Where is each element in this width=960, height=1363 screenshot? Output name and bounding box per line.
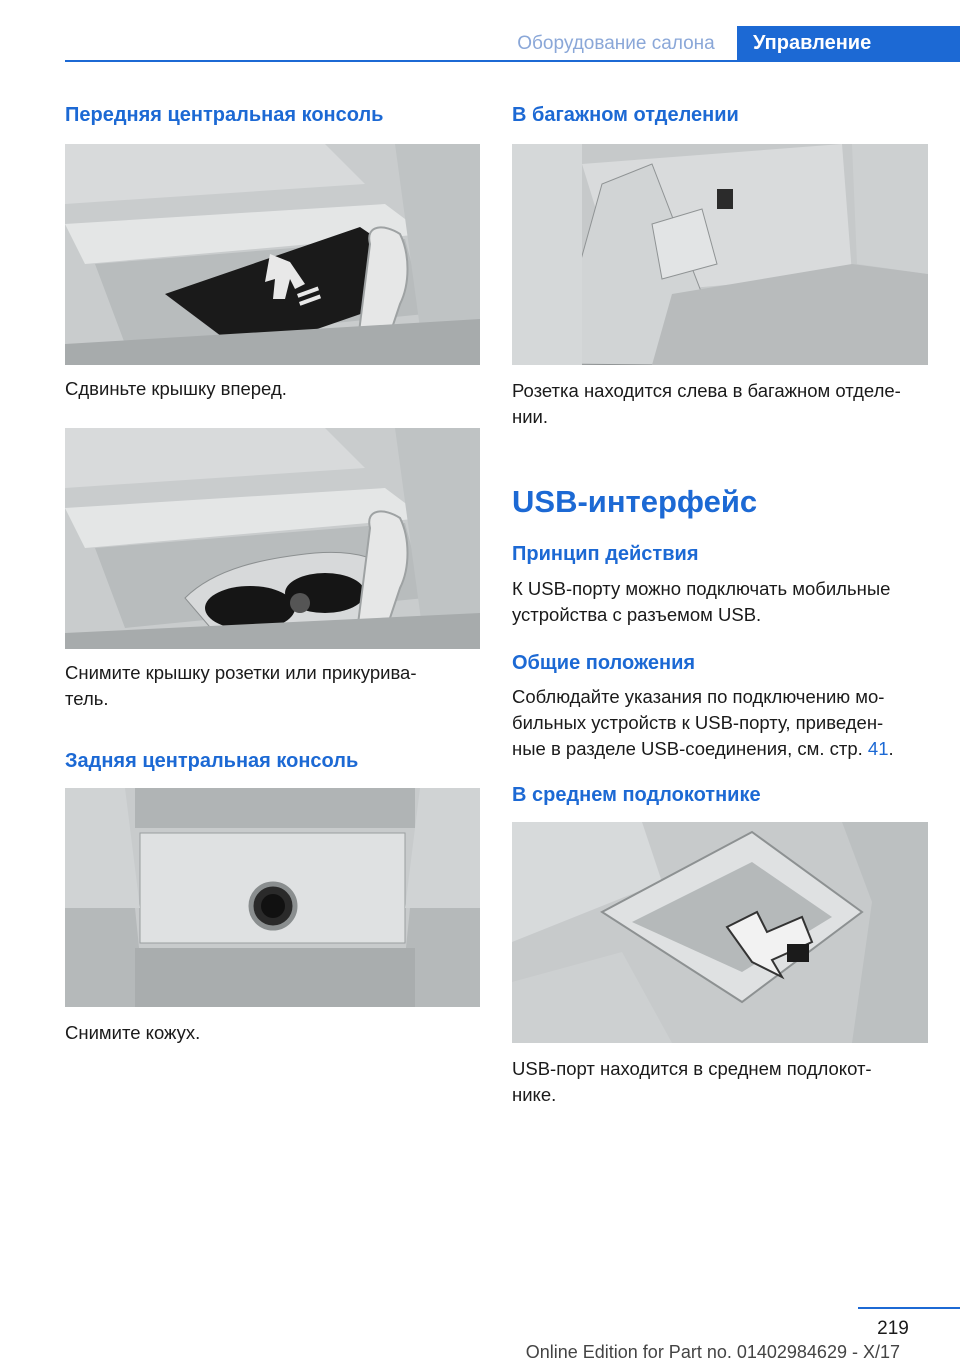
text-fragment: . bbox=[888, 738, 894, 759]
trunk-text bbox=[512, 378, 901, 430]
text-line: К USB-порту можно подключать мобильные bbox=[512, 578, 891, 599]
footer-rule bbox=[858, 1307, 960, 1309]
rear-console-heading: Задняя центральная консоль bbox=[65, 750, 359, 772]
front-console-heading: Передняя центральная консоль bbox=[65, 104, 384, 126]
page-number: 219 bbox=[877, 1318, 909, 1339]
text-line: нии. bbox=[512, 406, 549, 427]
text-line: Розетка находится слева в багажном отделе- bbox=[512, 380, 901, 401]
photo-trunk bbox=[512, 144, 928, 365]
caption-remove-socket-cover bbox=[65, 660, 417, 712]
photo-front-console-lid bbox=[65, 144, 480, 365]
text-line: нике. bbox=[512, 1084, 557, 1105]
usb-title: USB-интерфейс bbox=[512, 484, 758, 519]
caption-line: тель. bbox=[65, 688, 109, 709]
armrest-heading: В среднем подлокотнике bbox=[512, 784, 761, 806]
photo-armrest-usb bbox=[512, 822, 928, 1043]
caption-line: Снимите крышку розетки или прикурива- bbox=[65, 662, 417, 683]
header-rule bbox=[65, 60, 960, 62]
principle-heading: Принцип действия bbox=[512, 543, 699, 565]
header-chapter-tab[interactable]: Управление bbox=[737, 26, 960, 62]
photo-front-console-socket bbox=[65, 428, 480, 649]
text-line bbox=[512, 736, 894, 762]
text-line: бильных устройств к USB-порту, приведен- bbox=[512, 712, 884, 733]
text-line: Соблюдайте указания по подключению мо- bbox=[512, 686, 885, 707]
text-line: устройства с разъемом USB. bbox=[512, 604, 762, 625]
general-heading: Общие положения bbox=[512, 652, 696, 674]
armrest-text bbox=[512, 1056, 872, 1108]
text-fragment: ные в разделе USB-соединения, см. стр. bbox=[512, 738, 863, 759]
page-reference-link[interactable]: 41 bbox=[867, 738, 889, 759]
caption-slide-lid: Сдвиньте крышку вперед. bbox=[65, 378, 287, 399]
trunk-heading: В багажном отделении bbox=[512, 104, 739, 126]
caption-remove-cover: Снимите кожух. bbox=[65, 1022, 201, 1043]
header-section-title: Оборудование салона bbox=[517, 33, 715, 54]
principle-text bbox=[512, 576, 890, 628]
text-line: USB-порт находится в среднем подлокот- bbox=[512, 1058, 872, 1079]
photo-rear-console bbox=[65, 788, 480, 1007]
general-text bbox=[512, 684, 894, 762]
edition-footer: Online Edition for Part no. 01402984629 - X/17 bbox=[525, 1342, 900, 1362]
